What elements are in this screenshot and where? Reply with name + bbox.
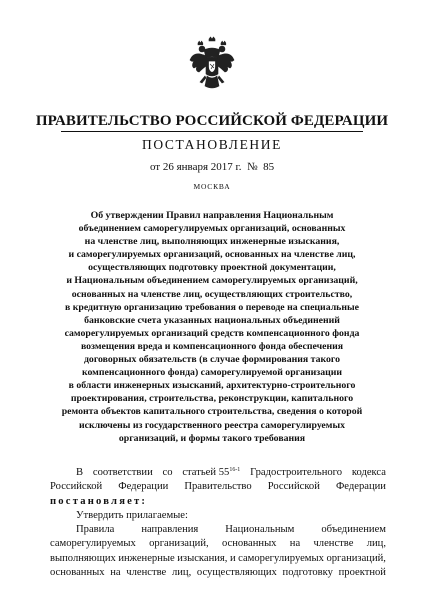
word: организаций, — [149, 538, 209, 550]
approve-line: Утвердить прилагаемые: — [76, 509, 188, 521]
document-type: ПОСТАНОВЛЕНИЕ — [142, 137, 282, 152]
word: Российской — [267, 481, 320, 493]
word: объединением — [321, 524, 386, 536]
article-superscript: 16-1 — [229, 467, 241, 473]
heading-line: компенсационного фонда) саморегулируемой организации — [81, 367, 343, 379]
word: со — [162, 467, 173, 478]
heading-line: исключены из государственного реестра саморегулируемых — [78, 419, 346, 431]
heading-line: организаций, и формы такого требования — [118, 432, 306, 444]
word: членстве — [126, 567, 167, 579]
word: Российской — [50, 481, 103, 493]
heading-line: проектирования, строительства, реконструкции, капитального — [70, 393, 354, 405]
paragraph-2-line-1 — [50, 523, 386, 537]
word: выполняющих — [50, 552, 116, 564]
word: и — [229, 552, 236, 564]
government-title — [0, 113, 424, 132]
document-date: от 26 января 2017 г. — [149, 161, 242, 173]
heading-line: договорных обязательств (в случае формирования такого — [83, 354, 341, 366]
heading-line: основанных на членстве лиц, осуществляющих строительство, — [71, 288, 353, 300]
document-city: МОСКВА — [193, 182, 231, 191]
article-reference — [182, 466, 240, 480]
word: осуществляющих — [196, 567, 277, 579]
word: инженерные — [118, 552, 175, 564]
document-heading — [30, 209, 394, 445]
word: Национальным — [225, 524, 295, 536]
word: членстве — [313, 538, 354, 550]
word: направления — [141, 524, 199, 536]
document-number: 85 — [263, 161, 275, 173]
paragraph-2-line-4 — [50, 566, 386, 580]
word: Федерации — [118, 481, 169, 493]
heading-line: и Национальным объединением саморегулируемых организаций, — [66, 275, 358, 287]
coat-of-arms-emblem — [188, 36, 236, 92]
word: кодекса — [351, 467, 386, 478]
heading-line: ремонта объектов капитального строительства, сведения о которой — [61, 406, 363, 418]
paragraph-2-line-2 — [50, 537, 386, 551]
word: саморегулируемых — [50, 538, 136, 550]
article-number: 55 — [218, 467, 230, 478]
word: проектной — [338, 567, 386, 579]
word: Правительство — [184, 481, 252, 493]
word: лиц, — [366, 538, 386, 550]
heading-line: в области инженерных изысканий, архитектурно-строительного — [68, 380, 356, 392]
word: на — [289, 538, 301, 550]
word: саморегулируемых — [238, 552, 324, 564]
paragraph-1-line-3 — [50, 495, 386, 509]
title-underline — [61, 131, 363, 132]
heading-line: саморегулируемых организаций средств компенсационного фонда — [64, 327, 360, 339]
decides-word: постановляет: — [50, 495, 148, 507]
paragraph-1-line-1 — [50, 466, 386, 480]
heading-line: и саморегулируемых организаций, основанных на членстве лиц, — [68, 249, 356, 261]
word: на — [110, 567, 121, 579]
word: организаций, — [326, 552, 386, 564]
paragraph-1-line-2 — [50, 480, 386, 494]
heading-line: осуществляющих подготовку проектной документации, — [88, 262, 336, 274]
heading-line: на членстве лиц, выполняющих инженерные изыскания, — [84, 236, 340, 248]
document-body — [50, 466, 386, 580]
heading-line: банковские счета указанных национальных объединений — [84, 314, 340, 326]
word: В — [76, 467, 84, 478]
heading-line: возмещения вреда и компенсационного фонда обеспечения — [80, 340, 344, 352]
word: Градостроительного — [250, 467, 343, 478]
heading-line: объединением саморегулируемых организаций, основанных — [78, 223, 346, 235]
word: Федерации — [335, 481, 386, 493]
heading-line: Об утверждении Правил направления Национальным — [90, 210, 334, 221]
word: основанных — [221, 538, 277, 550]
government-name: ПРАВИТЕЛЬСТВО РОССИЙСКОЙ ФЕДЕРАЦИИ — [35, 113, 389, 129]
word: лиц, — [171, 567, 192, 579]
heading-line: в кредитную организацию требования о переводе на специальные — [64, 301, 360, 313]
paragraph-2-line-3 — [50, 552, 386, 566]
number-sign: № — [247, 161, 258, 173]
word: статьей — [182, 467, 217, 478]
word: Правила — [76, 524, 115, 536]
date-number-line — [0, 161, 424, 173]
word: подготовку — [282, 567, 333, 579]
word: основанных — [50, 567, 105, 579]
word: изыскания, — [177, 552, 228, 564]
word: соответствии — [92, 467, 153, 478]
